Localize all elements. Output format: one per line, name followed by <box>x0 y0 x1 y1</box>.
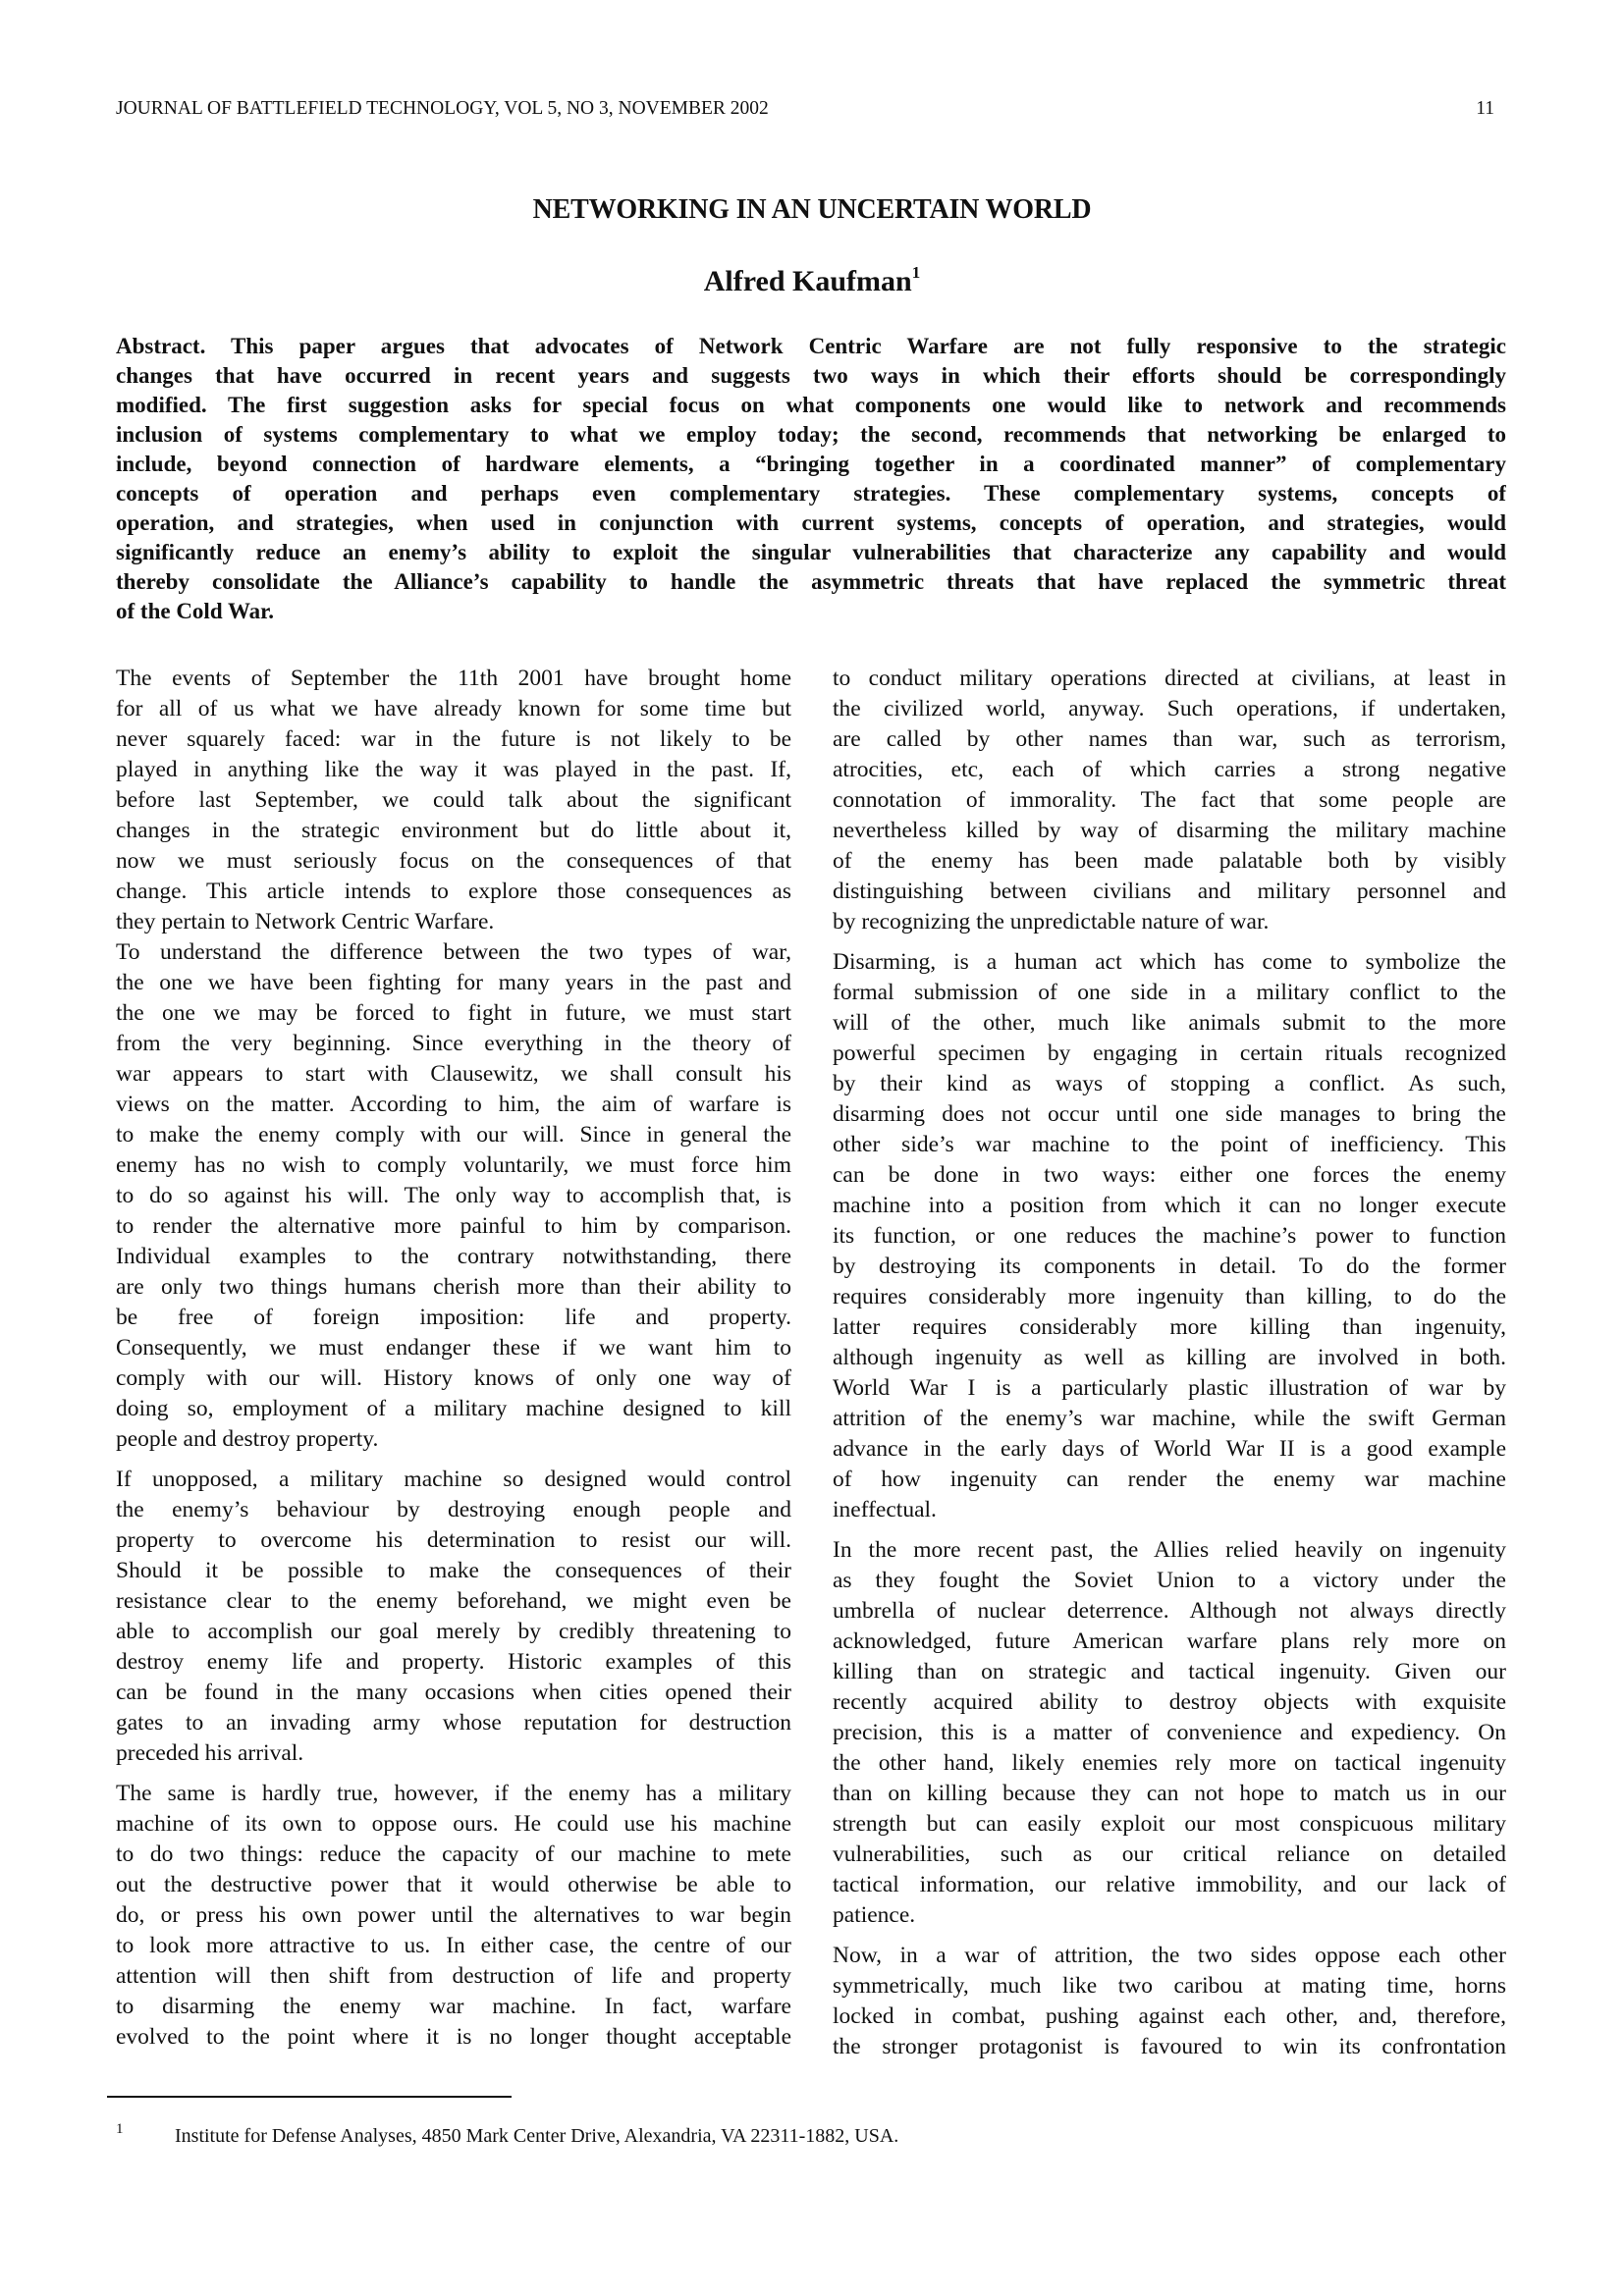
text-line: the civilized world, anyway. Such operations, if undertaken, <box>833 696 1506 721</box>
text-line: from the very beginning. Since everything in the theory of <box>116 1031 791 1056</box>
text-line: the one we have been fighting for many years in the past and <box>116 970 791 995</box>
text-line: before last September, we could talk about the significant <box>116 787 791 813</box>
paragraph-spacing <box>833 937 1506 947</box>
text-line: war appears to start with Clausewitz, we shall consult his <box>116 1061 791 1087</box>
text-line: If unopposed, a military machine so designed would control <box>116 1467 791 1492</box>
text-line: significantly reduce an enemy’s ability to exploit the singular vulnerabilities that characterize any capability and would <box>116 540 1506 564</box>
text-line: evolved to the point where it is no longer thought acceptable <box>116 2024 791 2050</box>
text-line: property to overcome his determination to resist our will. <box>116 1527 791 1553</box>
text-line: are only two things humans cherish more than their ability to <box>116 1274 791 1300</box>
footnote-text: Institute for Defense Analyses, 4850 Mark Center Drive, Alexandria, VA 22311-1882, USA. <box>175 2125 899 2147</box>
page-number: 11 <box>1476 98 1494 119</box>
text-line: operation, and strategies, when used in conjunction with current systems, concepts of operation, and strategies, would <box>116 510 1506 535</box>
text-line: now we must seriously focus on the consequences of that <box>116 848 791 874</box>
text-line: able to accomplish our goal merely by credibly threatening to <box>116 1619 791 1644</box>
text-line: for all of us what we have already known for some time but <box>116 696 791 721</box>
text-line: by recognizing the unpredictable nature of war. <box>833 909 1270 934</box>
text-line: to do so against his will. The only way to accomplish that, is <box>116 1183 791 1208</box>
text-line: do, or press his own power until the alternatives to war begin <box>116 1902 791 1928</box>
text-line: modified. The first suggestion asks for special focus on what components one would like to network and recommends <box>116 393 1506 417</box>
text-line: of how ingenuity can render the enemy war machine <box>833 1467 1506 1492</box>
text-line: The same is hardly true, however, if the enemy has a military <box>116 1781 791 1806</box>
right-column <box>833 664 1506 2062</box>
text-line: tactical information, our relative immobility, and our lack of <box>833 1872 1506 1897</box>
text-line: latter requires considerably more killing than ingenuity, <box>833 1314 1506 1340</box>
text-line: To understand the difference between the two types of war, <box>116 939 791 965</box>
text-line: other side’s war machine to the point of inefficiency. This <box>833 1132 1506 1157</box>
text-line: destroy enemy life and property. Historic examples of this <box>116 1649 791 1675</box>
footnote <box>116 2121 899 2148</box>
text-line: by destroying its components in detail. To do the former <box>833 1254 1506 1279</box>
text-line: vulnerabilities, such as our critical reliance on detailed <box>833 1842 1506 1867</box>
text-line: machine of its own to oppose ours. He could use his machine <box>116 1811 791 1837</box>
text-line: will of the other, much like animals submit to the more <box>833 1010 1506 1036</box>
text-line: patience. <box>833 1902 916 1928</box>
text-line: nevertheless killed by way of disarming the military machine <box>833 818 1506 843</box>
text-line: be free of foreign imposition: life and property. <box>116 1305 791 1330</box>
text-line: requires considerably more ingenuity than killing, to do the <box>833 1284 1506 1309</box>
text-line: the other hand, likely enemies rely more on tactical ingenuity <box>833 1750 1506 1776</box>
text-line: change. This article intends to explore those consequences as <box>116 879 791 904</box>
left-column <box>116 664 791 2053</box>
author-footnote-mark: 1 <box>911 263 921 282</box>
paragraph <box>833 1941 1506 2062</box>
paragraph <box>833 664 1506 937</box>
text-line: Now, in a war of attrition, the two sides oppose each other <box>833 1943 1506 1968</box>
text-line: they pertain to Network Centric Warfare. <box>116 909 495 934</box>
text-line: views on the matter. According to him, the aim of warfare is <box>116 1092 791 1117</box>
text-line: World War I is a particularly plastic illustration of war by <box>833 1375 1506 1401</box>
text-line: to render the alternative more painful to him by comparison. <box>116 1213 791 1239</box>
paragraph <box>833 947 1506 1525</box>
text-line: concepts of operation and perhaps even complementary strategies. These complementary systems, concepts of <box>116 481 1506 506</box>
text-line: played in anything like the way it was played in the past. If, <box>116 757 791 782</box>
text-line: as they fought the Soviet Union to a victory under the <box>833 1568 1506 1593</box>
text-line: doing so, employment of a military machine designed to kill <box>116 1396 791 1421</box>
text-line: to disarming the enemy war machine. In fact, warfare <box>116 1994 791 2019</box>
author-line <box>0 263 1624 298</box>
running-header <box>116 98 1494 124</box>
paper-title: NETWORKING IN AN UNCERTAIN WORLD <box>532 194 1092 225</box>
text-line: ineffectual. <box>833 1497 937 1522</box>
text-line: to make the enemy comply with our will. Since in general the <box>116 1122 791 1148</box>
text-line: never squarely faced: war in the future is not likely to be <box>116 726 791 752</box>
text-line: to do two things: reduce the capacity of our machine to mete <box>116 1842 791 1867</box>
abstract <box>116 332 1506 626</box>
text-line: Consequently, we must endanger these if we want him to <box>116 1335 791 1361</box>
text-line: In the more recent past, the Allies relied heavily on ingenuity <box>833 1537 1506 1563</box>
text-line: the stronger protagonist is favoured to win its confrontation <box>833 2034 1506 2059</box>
text-line: the enemy’s behaviour by destroying enough people and <box>116 1497 791 1522</box>
paragraph <box>116 1465 791 1769</box>
text-line: changes in the strategic environment but do little about it, <box>116 818 791 843</box>
text-line: include, beyond connection of hardware elements, a “bringing together in a coordinated manner” of complementary <box>116 452 1506 476</box>
text-line: symmetrically, much like two caribou at mating time, horns <box>833 1973 1506 1999</box>
text-line: gates to an invading army whose reputation for destruction <box>116 1710 791 1735</box>
text-line: locked in combat, pushing against each other, and, therefore, <box>833 2003 1506 2029</box>
paragraph-spacing <box>116 1455 791 1465</box>
text-line: people and destroy property. <box>116 1426 379 1452</box>
text-line: attrition of the enemy’s war machine, while the swift German <box>833 1406 1506 1431</box>
text-line: Abstract. This paper argues that advocates of Network Centric Warfare are not fully responsive to the strategic <box>116 334 1506 358</box>
text-line: out the destructive power that it would otherwise be able to <box>116 1872 791 1897</box>
text-line: comply with our will. History knows of only one way of <box>116 1365 791 1391</box>
text-line: can be done in two ways: either one forces the enemy <box>833 1162 1506 1188</box>
paragraph <box>116 664 791 937</box>
text-line: its function, or one reduces the machine’s power to function <box>833 1223 1506 1249</box>
text-line: attention will then shift from destruction of life and property <box>116 1963 791 1989</box>
text-line: precision, this is a matter of convenience and expediency. On <box>833 1720 1506 1745</box>
text-line: umbrella of nuclear deterrence. Although not always directly <box>833 1598 1506 1624</box>
text-line: Disarming, is a human act which has come to symbolize the <box>833 949 1506 975</box>
text-line: of the Cold War. <box>116 599 275 623</box>
text-line: distinguishing between civilians and military personnel and <box>833 879 1506 904</box>
text-line: inclusion of systems complementary to what we employ today; the second, recommends that networking be enlarged to <box>116 422 1506 447</box>
paragraph-spacing <box>833 1931 1506 1941</box>
paragraph <box>116 1779 791 2053</box>
text-line: than on killing because they can not hope to match us in our <box>833 1781 1506 1806</box>
text-line: although ingenuity as well as killing are involved in both. <box>833 1345 1506 1370</box>
paragraph-spacing <box>833 1525 1506 1535</box>
text-line: of the enemy has been made palatable both by visibly <box>833 848 1506 874</box>
text-line: can be found in the many occasions when cities opened their <box>116 1680 791 1705</box>
paragraph-spacing <box>116 1769 791 1779</box>
text-line: thereby consolidate the Alliance’s capability to handle the asymmetric threats that have replaced the symmetric threat <box>116 569 1506 594</box>
author-name: Alfred Kaufman <box>703 265 912 297</box>
footnote-divider <box>107 2096 512 2098</box>
text-line: by their kind as ways of stopping a conflict. As such, <box>833 1071 1506 1096</box>
text-line: Should it be possible to make the consequences of their <box>116 1558 791 1583</box>
text-line: advance in the early days of World War II is a good example <box>833 1436 1506 1462</box>
text-line: killing than on strategic and tactical ingenuity. Given our <box>833 1659 1506 1684</box>
journal-citation: JOURNAL OF BATTLEFIELD TECHNOLOGY, VOL 5, NO 3, NOVEMBER 2002 <box>116 98 769 119</box>
text-line: recently acquired ability to destroy objects with exquisite <box>833 1689 1506 1715</box>
text-line: the one we may be forced to fight in future, we must start <box>116 1000 791 1026</box>
text-line: acknowledged, future American warfare plans rely more on <box>833 1629 1506 1654</box>
text-line: connotation of immorality. The fact that some people are <box>833 787 1506 813</box>
footnote-mark: 1 <box>116 2121 124 2137</box>
text-line: are called by other names than war, such as terrorism, <box>833 726 1506 752</box>
text-line: to look more attractive to us. In either case, the centre of our <box>116 1933 791 1958</box>
paragraph <box>116 937 791 1455</box>
text-line: machine into a position from which it can no longer execute <box>833 1193 1506 1218</box>
text-line: resistance clear to the enemy beforehand, we might even be <box>116 1588 791 1614</box>
text-line: Individual examples to the contrary notwithstanding, there <box>116 1244 791 1269</box>
text-line: The events of September the 11th 2001 have brought home <box>116 666 791 691</box>
text-line: enemy has no wish to comply voluntarily, we must force him <box>116 1152 791 1178</box>
text-line: powerful specimen by engaging in certain rituals recognized <box>833 1041 1506 1066</box>
text-line: strength but can easily exploit our most conspicuous military <box>833 1811 1506 1837</box>
text-line: preceded his arrival. <box>116 1740 304 1766</box>
text-line: atrocities, etc, each of which carries a strong negative <box>833 757 1506 782</box>
text-line: to conduct military operations directed at civilians, at least in <box>833 666 1506 691</box>
text-line: formal submission of one side in a military conflict to the <box>833 980 1506 1005</box>
paragraph <box>833 1535 1506 1931</box>
text-line: disarming does not occur until one side manages to bring the <box>833 1101 1506 1127</box>
text-line: changes that have occurred in recent years and suggests two ways in which their efforts should be correspondingly <box>116 363 1506 388</box>
